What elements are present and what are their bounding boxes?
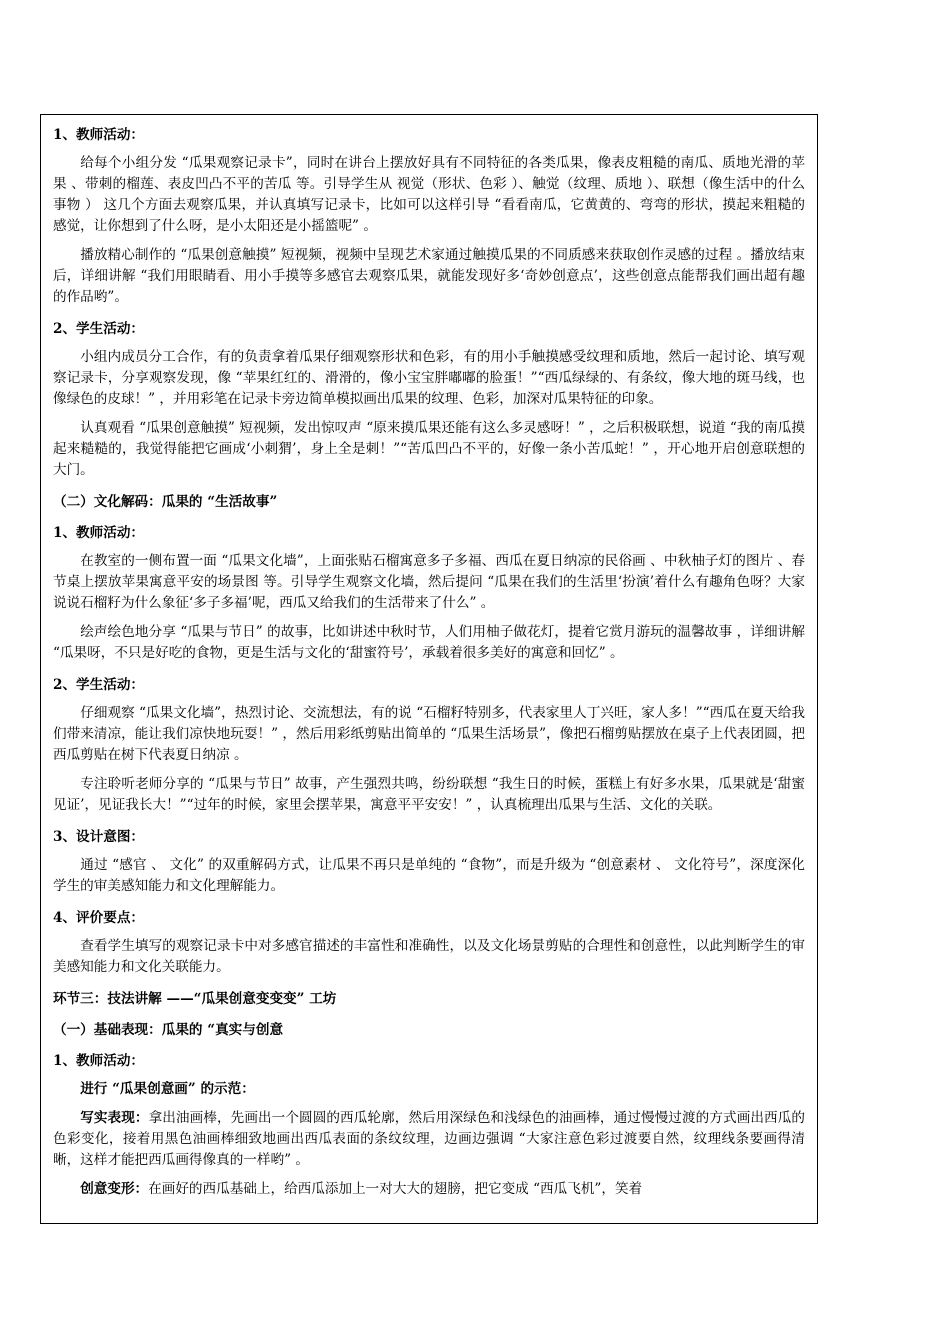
paragraph: 通过 “感官 、 文化” 的双重解码方式，让瓜果不再只是单纯的 “食物”，而是升级为 “创意素材 、 文化符号”，深度深化学生的审美感知能力和文化理解能力。 <box>53 857 805 894</box>
paragraph-text: 在画好的西瓜基础上，给西瓜添加上一对大大的翅膀，把它变成 “西瓜飞机”，笑着 <box>148 1181 643 1197</box>
section-heading: 1、教师活动： <box>53 525 145 541</box>
content-frame <box>40 114 818 1224</box>
section-heading: 1、教师活动： <box>53 1053 145 1069</box>
section-heading: 4、评价要点： <box>53 910 145 926</box>
paragraph: 绘声绘色地分享 “瓜果与节日” 的故事，比如讲述中秋时节，人们用柚子做花灯，提着它赏月游玩的温馨故事 ，详细讲解 “瓜果呀，不只是好吃的食物，更是生活与文化的‘甜蜜符号’，承载着很多美好的寓意和回忆” 。 <box>53 624 805 661</box>
paragraph: 在教室的一侧布置一面 “瓜果文化墙”，上面张贴石榴寓意多子多福、西瓜在夏日纳凉的民俗画 、中秋柚子灯的图片 、春节桌上摆放苹果寓意平安的场景图 等。引导学生观察文化墙，然后提问 “瓜果在我们的生活里‘扮演’着什么有趣角色呀？大家说说石榴籽为什么象征‘多子多福’呢，西瓜又给我们的生活带来了什么” 。 <box>53 553 805 611</box>
paragraph: 查看学生填写的观察记录卡中对多感官描述的丰富性和准确性，以及文化场景剪贴的合理性和创意性，以此判断学生的审美感知能力和文化关联能力。 <box>53 938 805 975</box>
section-heading: （二）文化解码：瓜果的 “生活故事” <box>53 494 278 510</box>
document-body <box>41 115 817 1205</box>
labeled-paragraph <box>53 1105 805 1176</box>
section-heading: 环节三：技法讲解 ——“瓜果创意变变变” 工坊 <box>53 991 337 1007</box>
paragraph: 小组内成员分工合作，有的负责拿着瓜果仔细观察形状和色彩，有的用小手触摸感受纹理和质地，然后一起讨论、填写观察记录卡，分享观察发现，像 “苹果红红的、滑滑的，像小宝宝胖嘟嘟的脸蛋！”“西瓜绿绿的、有条纹，像大地的斑马线，也像绿色的皮球！” ，并用彩笔在记录卡旁边简单模拟画出瓜果的纹理、色彩，加深对瓜果特征的印象。 <box>53 349 805 407</box>
section-heading: 2、学生活动： <box>53 321 145 337</box>
section-heading: 2、学生活动： <box>53 677 145 693</box>
paragraph: 认真观看 “瓜果创意触摸” 短视频，发出惊叹声 “原来摸瓜果还能有这么多灵感呀！” ，之后积极联想，说道 “我的南瓜摸起来糙糙的，我觉得能把它画成‘小刺猬’，身上全是刺！”“苦瓜凹凸不平的，好像一条小苦瓜蛇！” ，开心地开启创意联想的大门。 <box>53 420 805 478</box>
paragraph-text: 拿出油画棒，先画出一个圆圆的西瓜轮廓，然后用深绿色和浅绿色的油画棒，通过慢慢过渡的方式画出西瓜的色彩变化，接着用黑色油画棒细致地画出西瓜表面的条纹纹理，边画边强调 “大家注意色彩过渡要自然，纹理线条要画得清晰，这样才能把西瓜画得像真的一样哟” 。 <box>53 1110 806 1168</box>
paragraph: 给每个小组分发 “瓜果观察记录卡”，同时在讲台上摆放好具有不同特征的各类瓜果，像表皮粗糙的南瓜、质地光滑的苹果 、带刺的榴莲、表皮凹凸不平的苦瓜 等。引导学生从 视觉（形状、色彩 ）、触觉（纹理、质地 ）、联想（像生活中的什么事物 ） 这几个方面去观察瓜果，并认真填写记录卡，比如可以这样引导 “看看南瓜，它黄黄的、弯弯的形状，摸起来粗糙的感觉，让你想到了什么呀，是小太阳还是小摇篮呢” 。 <box>53 155 805 234</box>
paragraph: 进行 “瓜果创意画” 的示范： <box>80 1081 255 1097</box>
paragraph-label: 创意变形： <box>80 1181 149 1197</box>
paragraph-label: 写实表现： <box>80 1110 149 1126</box>
section-heading: 1、教师活动： <box>53 127 145 143</box>
paragraph: 仔细观察 “瓜果文化墙”，热烈讨论、交流想法，有的说 “石榴籽特别多，代表家里人丁兴旺，家人多！”“西瓜在夏天给我们带来清凉，能让我们凉快地玩耍！” ，然后用彩纸剪贴出简单的 “瓜果生活场景”，像把石榴剪贴摆放在桌子上代表团圆，把西瓜剪贴在树下代表夏日纳凉 。 <box>53 705 805 763</box>
paragraph: 播放精心制作的 “瓜果创意触摸” 短视频，视频中呈现艺术家通过触摸瓜果的不同质感来获取创作灵感的过程 。播放结束后，详细讲解 “我们用眼睛看、用小手摸等多感官去观察瓜果，就能发现好多‘奇妙创意点’，这些创意点能帮我们画出超有趣的作品哟”。 <box>53 247 805 305</box>
section-heading: （一）基础表现：瓜果的 “真实与创意 <box>53 1022 284 1038</box>
section-heading: 3、设计意图： <box>53 829 145 845</box>
paragraph: 专注聆听老师分享的 “瓜果与节日” 故事，产生强烈共鸣，纷纷联想 “我生日的时候，蛋糕上有好多水果，瓜果就是‘甜蜜见证’，见证我长大！”“过年的时候，家里会摆苹果，寓意平平安安！” ，认真梳理出瓜果与生活、文化的关联。 <box>53 776 805 813</box>
labeled-paragraph <box>53 1176 805 1205</box>
